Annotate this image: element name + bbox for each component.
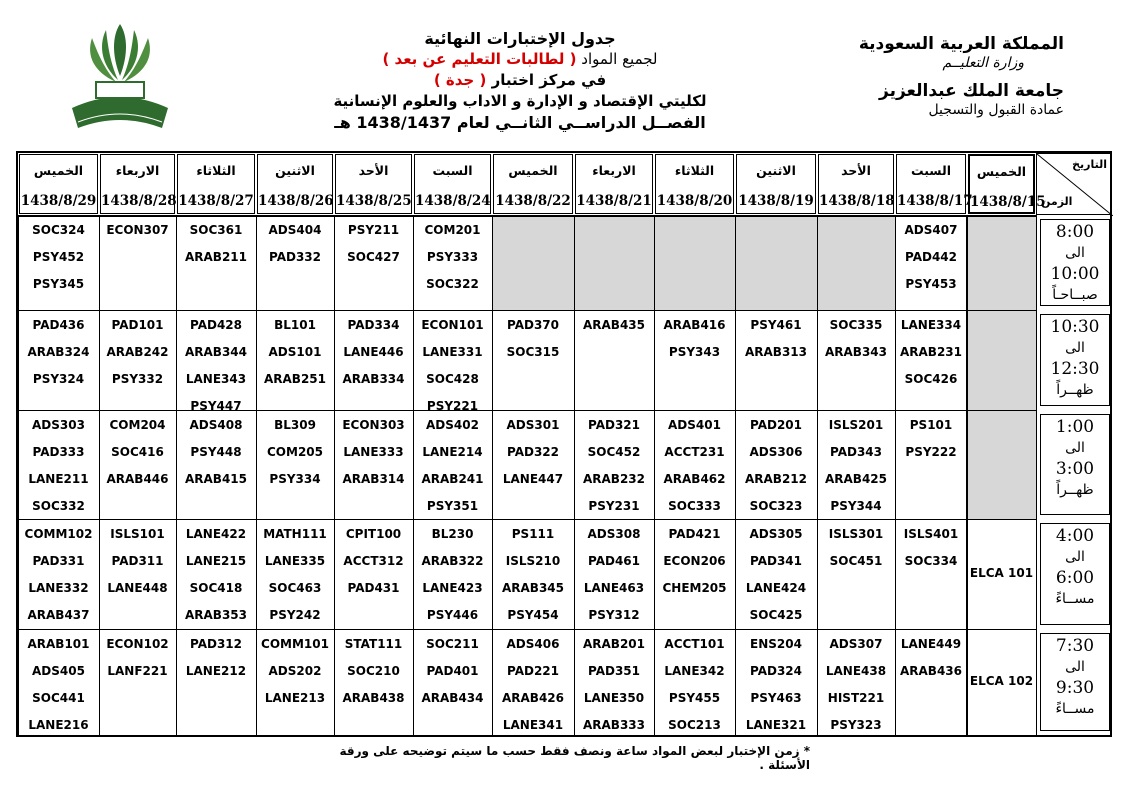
date-label: التاريخ bbox=[1072, 158, 1107, 171]
course-code: PAD343 bbox=[830, 445, 882, 459]
course-code: PAD428 bbox=[190, 318, 242, 332]
institution-header bbox=[824, 34, 1064, 120]
course-code: SOC425 bbox=[749, 608, 803, 622]
time-start: 10:30 bbox=[1050, 317, 1100, 337]
course-code: ARAB434 bbox=[421, 691, 484, 705]
course-code: ARAB241 bbox=[421, 472, 484, 486]
course-code: LANE424 bbox=[745, 581, 807, 595]
course-code: LANE334 bbox=[900, 318, 962, 332]
day-name: الأحد bbox=[841, 163, 871, 178]
course-code: ECON206 bbox=[663, 554, 726, 568]
course-code: SOC452 bbox=[587, 445, 641, 459]
day-date: 1438/8/17 bbox=[897, 193, 973, 209]
audience-prefix: لجميع المواد bbox=[581, 50, 658, 68]
schedule-header bbox=[300, 28, 740, 133]
course-code: LANE216 bbox=[28, 718, 89, 732]
course-code: PSY453 bbox=[905, 277, 957, 291]
course-code: COM201 bbox=[424, 223, 481, 237]
course-code: PAD436 bbox=[32, 318, 85, 332]
course-code: PSY351 bbox=[426, 499, 479, 513]
course-code: LANE211 bbox=[28, 472, 89, 486]
course-code: PAD421 bbox=[668, 527, 721, 541]
day-header bbox=[257, 154, 333, 214]
time-period: مســاءً bbox=[1055, 591, 1095, 607]
course-code: CHEM205 bbox=[662, 581, 727, 595]
course-code: ARAB212 bbox=[744, 472, 807, 486]
audience-line bbox=[300, 49, 740, 70]
course-code: ADS202 bbox=[268, 664, 322, 678]
course-code: PAD322 bbox=[507, 445, 559, 459]
course-code: PSY324 bbox=[32, 372, 85, 386]
course-code: LANE215 bbox=[185, 554, 247, 568]
row-divider bbox=[18, 215, 1036, 217]
course-code: LANF221 bbox=[107, 664, 168, 678]
course-code: PAD201 bbox=[750, 418, 802, 432]
course-code: LANE449 bbox=[900, 637, 962, 651]
course-code: ELCA 101 bbox=[969, 566, 1034, 580]
day-name: الاثنين bbox=[756, 163, 796, 178]
course-code: PSY231 bbox=[588, 499, 640, 513]
course-code: ISLS301 bbox=[828, 527, 884, 541]
course-code: LANE438 bbox=[825, 664, 887, 678]
course-code: ARAB415 bbox=[184, 472, 247, 486]
course-code: LANE350 bbox=[583, 691, 645, 705]
course-code: ARAB232 bbox=[582, 472, 645, 486]
course-code: ARAB462 bbox=[663, 472, 726, 486]
course-code: PSY447 bbox=[190, 399, 242, 413]
course-code: ARAB313 bbox=[744, 345, 807, 359]
footnote: * زمن الإختبار لبعض المواد ساعة ونصف فقط حسب ما سيتم توضيحه على ورقة الأسئلة . bbox=[339, 744, 810, 772]
course-code: PAD101 bbox=[111, 318, 164, 332]
day-header bbox=[968, 154, 1046, 214]
day-header bbox=[335, 154, 412, 214]
day-header bbox=[493, 154, 573, 214]
course-code: PAD333 bbox=[32, 445, 85, 459]
course-code: SOC324 bbox=[32, 223, 85, 237]
day-date: 1438/8/25 bbox=[336, 193, 412, 209]
time-to: الى bbox=[1065, 245, 1085, 261]
course-code: ECON102 bbox=[106, 637, 169, 651]
ministry-name: وزارة التعليــم bbox=[942, 55, 1024, 72]
day-name: السبت bbox=[432, 163, 473, 178]
course-code: PAD311 bbox=[111, 554, 164, 568]
course-code: PSY221 bbox=[426, 399, 479, 413]
day-header bbox=[100, 154, 175, 214]
center-line bbox=[300, 70, 740, 91]
course-code: SOC332 bbox=[32, 499, 85, 513]
course-code: ARAB322 bbox=[421, 554, 484, 568]
course-code: PAD370 bbox=[507, 318, 559, 332]
day-date: 1438/8/24 bbox=[415, 193, 491, 209]
course-code: SOC361 bbox=[189, 223, 243, 237]
course-code: ACCT312 bbox=[343, 554, 404, 568]
day-date: 1438/8/15 bbox=[970, 194, 1046, 210]
kingdom-name: المملكة العربية السعودية bbox=[858, 34, 1064, 54]
course-code: ADS305 bbox=[749, 527, 803, 541]
course-code: COM204 bbox=[109, 418, 166, 432]
course-code: ISLS401 bbox=[903, 527, 959, 541]
day-name: الخميس bbox=[976, 164, 1027, 179]
center-prefix: في مركز اختبار bbox=[491, 71, 607, 89]
course-code: STAT111 bbox=[344, 637, 403, 651]
course-code: LANE214 bbox=[422, 445, 483, 459]
course-code: BL309 bbox=[274, 418, 316, 432]
audience-highlight: ( لطالبات التعليم عن بعد ) bbox=[382, 50, 577, 68]
course-code: LANE447 bbox=[502, 472, 564, 486]
column-divider bbox=[1036, 215, 1037, 735]
course-code: ADS408 bbox=[189, 418, 243, 432]
course-code: LANE212 bbox=[185, 664, 247, 678]
course-code: ARAB426 bbox=[501, 691, 564, 705]
time-slot bbox=[1040, 219, 1110, 306]
column-divider bbox=[895, 215, 896, 735]
course-code: SOC427 bbox=[347, 250, 400, 264]
course-code: ADS308 bbox=[587, 527, 641, 541]
time-end: 10:00 bbox=[1050, 264, 1100, 284]
course-code: ELCA 102 bbox=[969, 674, 1034, 688]
course-code: ECON101 bbox=[421, 318, 484, 332]
course-code: ARAB343 bbox=[824, 345, 887, 359]
day-header bbox=[19, 154, 98, 214]
time-start: 1:00 bbox=[1055, 417, 1095, 437]
time-end: 3:00 bbox=[1055, 459, 1095, 479]
course-code: LANE333 bbox=[343, 445, 404, 459]
course-code: ARAB446 bbox=[106, 472, 169, 486]
course-code: PAD461 bbox=[588, 554, 640, 568]
day-name: الأحد bbox=[358, 163, 389, 178]
time-end: 6:00 bbox=[1055, 568, 1095, 588]
course-code: LANE463 bbox=[583, 581, 645, 595]
day-name: الاثنين bbox=[275, 163, 315, 178]
day-date: 1438/8/21 bbox=[576, 193, 652, 209]
day-name: الخميس bbox=[33, 163, 84, 178]
course-code: PSY446 bbox=[426, 608, 479, 622]
course-code: SOC463 bbox=[268, 581, 322, 595]
time-slot bbox=[1040, 414, 1110, 515]
day-header bbox=[655, 154, 734, 214]
course-code: PSY222 bbox=[905, 445, 957, 459]
row-divider bbox=[18, 410, 1036, 411]
course-code: PSY312 bbox=[588, 608, 640, 622]
time-start: 7:30 bbox=[1055, 636, 1095, 656]
course-code: PSY333 bbox=[426, 250, 479, 264]
time-end: 9:30 bbox=[1055, 678, 1095, 698]
course-code: PAD401 bbox=[426, 664, 479, 678]
course-code: LANE332 bbox=[28, 581, 89, 595]
course-code: HIST221 bbox=[827, 691, 885, 705]
time-slot bbox=[1040, 523, 1110, 625]
course-code: ADS301 bbox=[506, 418, 560, 432]
course-code: PAD431 bbox=[347, 581, 400, 595]
course-code: ADS401 bbox=[668, 418, 721, 432]
day-date: 1438/8/29 bbox=[20, 193, 97, 209]
day-header bbox=[414, 154, 491, 214]
course-code: ARAB334 bbox=[342, 372, 405, 386]
time-to: الى bbox=[1065, 549, 1085, 565]
course-code: PSY454 bbox=[507, 608, 559, 622]
course-code: ARAB231 bbox=[899, 345, 962, 359]
course-code: COM205 bbox=[267, 445, 323, 459]
course-code: ISLS210 bbox=[505, 554, 561, 568]
day-date: 1438/8/28 bbox=[101, 193, 177, 209]
unused-slot-shading bbox=[967, 215, 1036, 519]
course-code: SOC451 bbox=[829, 554, 883, 568]
time-slot bbox=[1040, 314, 1110, 406]
course-code: SOC418 bbox=[189, 581, 243, 595]
course-code: PAD351 bbox=[588, 664, 640, 678]
university-name: جامعة الملك عبدالعزيز bbox=[879, 80, 1064, 101]
row-divider bbox=[18, 629, 1036, 630]
time-slot bbox=[1040, 633, 1110, 731]
time-label: الزمن bbox=[1041, 195, 1073, 208]
course-code: SOC323 bbox=[749, 499, 803, 513]
day-date: 1438/8/18 bbox=[819, 193, 895, 209]
course-code: ARAB416 bbox=[663, 318, 726, 332]
course-code: PSY343 bbox=[668, 345, 721, 359]
course-code: LANE321 bbox=[745, 718, 807, 732]
time-period: ظهــراً bbox=[1056, 482, 1094, 498]
course-code: ADS404 bbox=[268, 223, 322, 237]
course-code: ARAB333 bbox=[582, 718, 645, 732]
time-period: مســاءً bbox=[1055, 701, 1095, 717]
day-header bbox=[736, 154, 816, 214]
day-name: الثلاثاء bbox=[674, 163, 715, 178]
row-divider bbox=[18, 519, 1036, 520]
course-code: PSY242 bbox=[269, 608, 321, 622]
time-start: 8:00 bbox=[1055, 222, 1095, 242]
course-code: ACCT101 bbox=[664, 637, 725, 651]
schedule-title: جدول الإختبارات النهائية bbox=[424, 29, 616, 48]
course-code: COMM102 bbox=[24, 527, 93, 541]
course-code: ECON307 bbox=[106, 223, 169, 237]
course-code: SOC426 bbox=[904, 372, 958, 386]
course-code: SOC315 bbox=[506, 345, 560, 359]
course-code: PSY334 bbox=[269, 472, 321, 486]
course-code: PSY463 bbox=[750, 691, 802, 705]
course-code: LANE331 bbox=[422, 345, 483, 359]
date-time-corner bbox=[1036, 153, 1112, 215]
course-code: PSY323 bbox=[830, 718, 882, 732]
course-code: ADS405 bbox=[32, 664, 85, 678]
course-code: BL101 bbox=[274, 318, 316, 332]
day-date: 1438/8/20 bbox=[656, 193, 733, 209]
course-code: ARAB344 bbox=[184, 345, 247, 359]
course-code: ARAB211 bbox=[184, 250, 247, 264]
column-divider bbox=[966, 215, 968, 735]
course-code: PSY345 bbox=[32, 277, 85, 291]
day-header bbox=[575, 154, 653, 214]
course-code: SOC210 bbox=[347, 664, 400, 678]
course-code: ARAB101 bbox=[27, 637, 90, 651]
day-date: 1438/8/19 bbox=[738, 193, 814, 209]
course-code: LANE446 bbox=[343, 345, 404, 359]
course-code: PSY461 bbox=[750, 318, 802, 332]
day-name: الاربعاء bbox=[115, 163, 160, 178]
course-code: ARAB251 bbox=[263, 372, 326, 386]
course-code: LANE343 bbox=[185, 372, 247, 386]
day-name: الخميس bbox=[508, 163, 558, 178]
course-code: ARAB324 bbox=[27, 345, 90, 359]
center-highlight: ( جدة ) bbox=[433, 71, 487, 89]
day-header bbox=[818, 154, 894, 214]
deanship-name: عمادة القبول والتسجيل bbox=[928, 102, 1064, 118]
exam-schedule-table bbox=[16, 151, 1112, 737]
time-period: ظهــراً bbox=[1056, 382, 1094, 398]
course-code: ADS407 bbox=[904, 223, 958, 237]
university-logo bbox=[62, 16, 178, 142]
time-start: 4:00 bbox=[1055, 526, 1095, 546]
course-code: LANE448 bbox=[107, 581, 168, 595]
course-code: LANE422 bbox=[185, 527, 247, 541]
course-code: ARAB345 bbox=[501, 581, 564, 595]
course-code: COMM101 bbox=[261, 637, 329, 651]
course-code: ISLS101 bbox=[110, 527, 165, 541]
course-code: ADS101 bbox=[268, 345, 322, 359]
day-header bbox=[896, 154, 973, 214]
course-code: MATH111 bbox=[263, 527, 327, 541]
course-code: CPIT100 bbox=[345, 527, 402, 541]
course-code: ADS402 bbox=[426, 418, 479, 432]
course-code: ARAB437 bbox=[27, 608, 90, 622]
course-code: LANE335 bbox=[264, 554, 326, 568]
course-code: SOC428 bbox=[426, 372, 479, 386]
course-code: LANE213 bbox=[264, 691, 326, 705]
course-code: PSY344 bbox=[830, 499, 882, 513]
course-code: PSY448 bbox=[190, 445, 242, 459]
course-code: SOC335 bbox=[829, 318, 883, 332]
course-code: SOC441 bbox=[32, 691, 85, 705]
unused-slot-shading bbox=[492, 215, 895, 310]
course-code: ISLS201 bbox=[828, 418, 884, 432]
course-code: PS101 bbox=[909, 418, 953, 432]
day-header bbox=[177, 154, 255, 214]
day-name: الاربعاء bbox=[592, 163, 636, 178]
course-code: ARAB436 bbox=[899, 664, 962, 678]
time-to: الى bbox=[1065, 440, 1085, 456]
course-code: PAD334 bbox=[347, 318, 400, 332]
course-code: PSY455 bbox=[668, 691, 721, 705]
time-end: 12:30 bbox=[1050, 359, 1100, 379]
row-divider bbox=[18, 310, 1036, 311]
course-code: ENS204 bbox=[750, 637, 802, 651]
course-code: ARAB353 bbox=[184, 608, 247, 622]
course-code: PS111 bbox=[511, 527, 555, 541]
course-code: PSY211 bbox=[347, 223, 400, 237]
course-code: ADS306 bbox=[749, 445, 803, 459]
course-code: ARAB201 bbox=[582, 637, 645, 651]
course-code: SOC211 bbox=[426, 637, 479, 651]
semester-line: الفصــل الدراســي الثانــي لعام 1438/1437 هـ bbox=[334, 113, 706, 132]
course-code: LANE342 bbox=[664, 664, 725, 678]
course-code: ADS303 bbox=[32, 418, 85, 432]
time-to: الى bbox=[1065, 659, 1085, 675]
day-date: 1438/8/27 bbox=[178, 193, 254, 209]
course-code: SOC334 bbox=[904, 554, 958, 568]
course-code: SOC333 bbox=[668, 499, 721, 513]
course-code: ARAB425 bbox=[824, 472, 887, 486]
colleges-line: لكليتي الإقتصاد و الإدارة و الاداب والعلوم الإنسانية bbox=[333, 92, 707, 110]
course-code: BL230 bbox=[431, 527, 474, 541]
course-code: PAD332 bbox=[269, 250, 321, 264]
day-name: الثلاثاء bbox=[196, 163, 236, 178]
course-code: PSY332 bbox=[111, 372, 164, 386]
course-code: LANE341 bbox=[502, 718, 564, 732]
course-code: PAD312 bbox=[190, 637, 242, 651]
course-code: ACCT231 bbox=[664, 445, 725, 459]
course-code: PAD221 bbox=[507, 664, 559, 678]
course-code: SOC322 bbox=[426, 277, 479, 291]
course-code: ARAB438 bbox=[342, 691, 405, 705]
course-code: PAD324 bbox=[750, 664, 802, 678]
course-code: PAD331 bbox=[32, 554, 85, 568]
day-name: السبت bbox=[910, 163, 952, 178]
course-code: ARAB435 bbox=[582, 318, 645, 332]
day-date: 1438/8/26 bbox=[258, 193, 334, 209]
course-code: SOC213 bbox=[668, 718, 721, 732]
time-to: الى bbox=[1065, 340, 1085, 356]
course-code: LANE423 bbox=[422, 581, 483, 595]
course-code: SOC416 bbox=[111, 445, 164, 459]
course-code: ARAB314 bbox=[342, 472, 405, 486]
course-code: ARAB242 bbox=[106, 345, 169, 359]
course-code: PAD321 bbox=[588, 418, 640, 432]
course-code: PAD341 bbox=[750, 554, 802, 568]
course-code: ADS307 bbox=[829, 637, 883, 651]
course-code: ECON303 bbox=[342, 418, 405, 432]
course-code: PSY452 bbox=[32, 250, 85, 264]
course-code: PAD442 bbox=[905, 250, 957, 264]
time-period: صبــاحـاً bbox=[1052, 287, 1098, 303]
day-date: 1438/8/22 bbox=[495, 193, 571, 209]
course-code: ADS406 bbox=[506, 637, 560, 651]
